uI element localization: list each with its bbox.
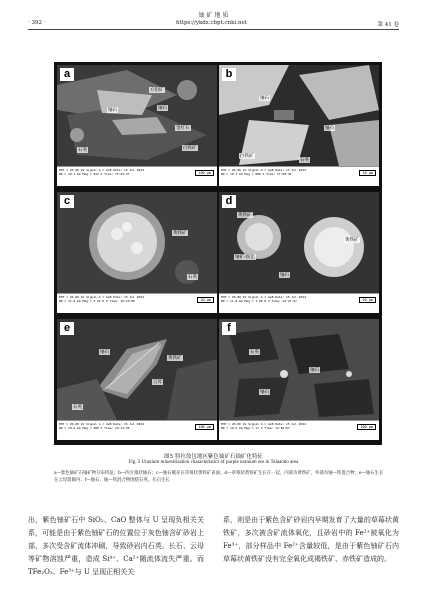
panel-c — [57, 192, 217, 313]
mineral-label: 石英 — [188, 275, 197, 280]
panel-letter: e — [60, 322, 74, 335]
mineral-label: 白铁矿 — [183, 146, 197, 151]
panel-d — [219, 192, 379, 313]
body-text-left: 出，紫色铀矿石中 SiO₂、CaO 整体与 U 呈现负相关关系，可能是由于紫色铀矿石的位置位于灰色铀含矿砂岩上部，多次受含矿流体冲刷，导致砂岩内石英、长石、云母等矿物溶蚀严重，造成 Si⁴⁺、Ca²⁺随流体流失严重。而 TFe₂O₃、Fe³⁺与 U 呈现正相关关 — [28, 516, 204, 576]
mineral-label: 方铅矿 — [150, 88, 164, 93]
scale-bar: 100 μm — [195, 424, 214, 430]
mineral-label: 铀石 — [260, 390, 269, 395]
scale-bar: 20 μm — [359, 297, 376, 303]
mineral-label: 铀石 — [325, 126, 334, 131]
panel-letter: d — [222, 195, 236, 208]
sem-image-b — [219, 65, 379, 166]
journal-title: 铀 矿 地 质 — [198, 12, 229, 19]
mineral-label: 白铁矿 — [240, 154, 254, 159]
mineral-label: 铀矿-铁铝 — [235, 255, 255, 260]
panel-letter: c — [60, 195, 74, 208]
sem-metadata: EHT = 20.00 kV Signal A = AsB Date: 15 Jul 2024 WD = 10.1 mm Mag = 880 X Time: 17:00:49 10 μm — [219, 166, 379, 186]
mineral-label: 云母 — [153, 380, 162, 385]
mineral-label: 石英 — [73, 405, 82, 410]
panel-letter: b — [222, 68, 236, 81]
body-text-right: 系，则是由于紫色含矿砂岩内早期发育了大量的草莓状黄铁矿，多次被含矿流体氧化，且砂岩中的 Fe²⁺被氧化为 Fe³⁺，部分样品中 Fe²⁺含量较低，是由于紫色铀矿石内草莓状黄铁矿没有完全氧化成褐铁矿、赤铁矿造成的。 — [223, 516, 399, 563]
mineral-label: 黄铁矿 — [345, 238, 359, 243]
mineral-label: 铀石 — [158, 106, 167, 111]
volume-label: 第 41 卷 — [377, 22, 399, 28]
mineral-label: 黄铁矿 — [173, 231, 187, 236]
scale-bar: 20 μm — [197, 297, 214, 303]
panel-e — [57, 319, 217, 440]
figure-caption-en: Fig. 5 Uranium mineralization characteristics of purple uranium ore in Telaaobo area — [128, 460, 299, 465]
mineral-label: 铀石 — [260, 96, 269, 101]
running-header — [28, 20, 399, 28]
sem-metadata: EHT = 20.00 kV Signal A = AsB Date: 15 Jul 2024 WD = 10.1 mm Mag = 522 X Time: 15:22:27 100 μm — [57, 166, 217, 186]
scale-bar: 10 μm — [359, 170, 376, 176]
figure-caption-note: a—紫色铀矿石铀矿物分布特征；b—四方锥状铀石；c—铀石赋存在草莓状黄铁矿表面；d—草莓状黄铁矿生长在一起，内部为黄铁矿，外部为铀—铁混合物；e—铀石生长在云母裂隙内；f—铀石、铀—铁混合物围绕石英、长石生长 — [54, 471, 384, 483]
mineral-label: 黄铁矿 — [168, 356, 182, 361]
scale-bar: 100 μm — [195, 170, 214, 176]
header-rule — [28, 29, 399, 30]
mineral-label: 黄铁矿 — [238, 213, 252, 218]
panel-b — [219, 65, 379, 186]
scale-bar: 100 μm — [357, 424, 376, 430]
sem-image-f — [219, 319, 379, 420]
sem-metadata: EHT = 20.00 kV Signal A = AsB Date: 15 Jul 2024 WD = 11.8 mm Mag = 1.96 K X Time: 14:27:57 20 μm — [219, 293, 379, 313]
page-number: · 392 · — [28, 20, 46, 26]
mineral-label: 金红石 — [176, 126, 190, 131]
panel-f — [219, 319, 379, 440]
figure-5 — [54, 62, 382, 445]
mineral-label: 铀石 — [100, 350, 109, 355]
sem-metadata: EHT = 20.00 kV Signal A = AsB Date: 15 Jul 2024 WD = 11.8 mm Mag = 2.22 K X Time: 16:10:09 20 μm — [57, 293, 217, 313]
mineral-label: 石英 — [300, 158, 309, 163]
sem-metadata: EHT = 20.00 kV Signal A = AsB Date: 15 Jul 2024 WD = 10.6 mm Mag = 17 X Time: 11:48:07 100 μm — [219, 420, 379, 440]
panel-letter: f — [222, 322, 236, 335]
mineral-label: 铀石 — [280, 273, 289, 278]
journal-url[interactable]: https://ykdz.cbpt.cnki.net — [175, 20, 248, 26]
mineral-label: 石英 — [250, 350, 259, 355]
panel-letter: a — [60, 68, 74, 81]
figure-caption-cn: 图5 特拉敖包地区紫色铀矿石铀矿化特征 — [164, 454, 263, 460]
sem-metadata: EHT = 20.00 kV Signal A = AsB Date: 15 Jul 2024 WD = 10.6 mm Mag = 488 X Time: 14:11:38 100 μm — [57, 420, 217, 440]
mineral-label: 铀石 — [108, 108, 117, 113]
mineral-label: 铀石 — [310, 368, 319, 373]
mineral-label: 石英 — [78, 148, 87, 153]
panel-a — [57, 65, 217, 186]
